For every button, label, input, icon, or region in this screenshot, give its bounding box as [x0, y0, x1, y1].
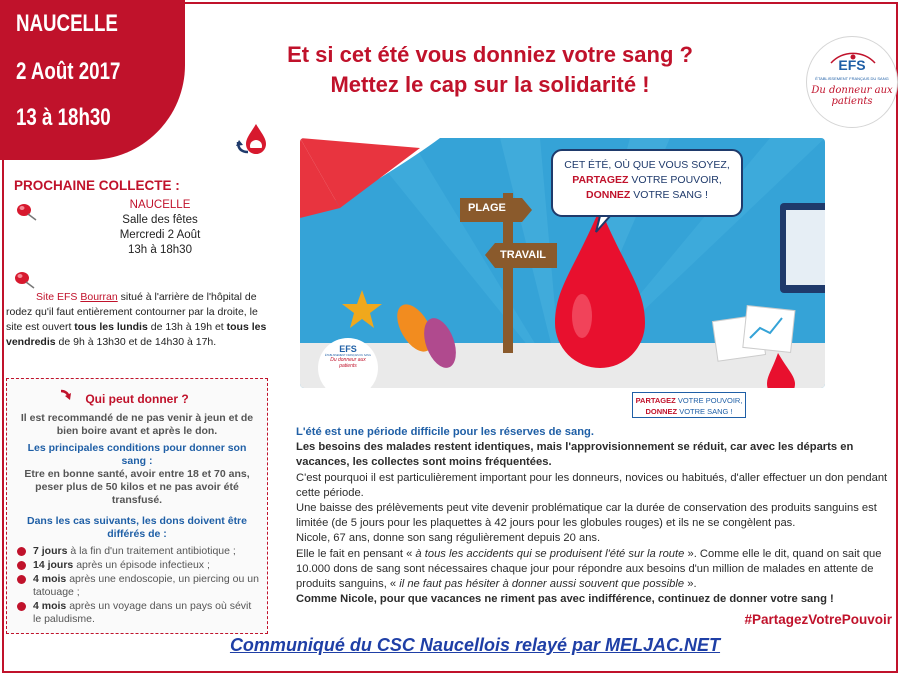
pushpin-icon — [12, 270, 36, 290]
campaign-illustration — [300, 138, 825, 388]
article-paragraph: C'est pourquoi il est particulièrement important pour les donneurs, novices ou habitués, d'aller effectuer un don pendant cette période. — [296, 471, 888, 499]
article-closing: Comme Nicole, pour que vacances ne riment pas avec indifférence, continuez de donner votre sang ! — [296, 593, 834, 606]
article-body — [296, 425, 896, 607]
donor-advice: Il est recommandé de ne pas venir à jeun et de bien boire avant et après le don. — [20, 412, 254, 437]
headline-line-1: Et si cet été vous donniez votre sang ? — [287, 42, 693, 67]
article-paragraph: Les besoins des malades restent identiques, mais l'approvisionnement se réduit, car avec les départs en vacances, les collectes sont moins fréquentées. — [296, 441, 854, 469]
list-item: 7 jours à la fin d'un traitement antibiotique ; — [15, 545, 259, 558]
collecte-place: Salle des fêtes — [122, 214, 198, 226]
article-paragraph: Une baisse des prélèvements peut vite devenir problématique car la durée de conservation des produits sanguins est limitée (de 5 jours pour les plaquettes à 42 jours pour les globules rouges) et ils ne se congèlent pas. — [296, 502, 877, 530]
scene-badge: PARTAGEZ VOTRE POUVOIR, DONNEZ VOTRE SANG ! — [632, 392, 746, 418]
collecte-details — [60, 198, 260, 258]
site-name: Site EFS — [36, 291, 78, 303]
article-paragraph: Elle le fait en pensant « à tous les accidents qui se produisent l'été sur la route ». Comme elle le dit, quand on sait que 10.000 dons de sang sont nécessaires chaque jour pour répondre aux besoins d'un million de malades en attente de produits sanguins, « il ne faut pas hésiter à donner aussi souvent que possible ». — [296, 547, 882, 591]
efs-logo-title: EFS — [838, 57, 866, 73]
list-item: 4 mois après un voyage dans un pays où sévit le paludisme. — [15, 600, 259, 626]
article-paragraph: Nicole, 67 ans, donne son sang régulièrement depuis 20 ans. — [296, 532, 601, 545]
site-text-b: de 13h à 19h et — [150, 321, 224, 333]
deferral-title: Dans les cas suivants, les dons doivent être différés de : — [26, 515, 247, 540]
site-link-bourran[interactable]: Bourran — [80, 291, 118, 303]
efs-site-info — [6, 290, 268, 350]
article-lead: L'été est une période difficile pour les réserves de sang. — [296, 426, 594, 438]
collecte-heading: PROCHAINE COLLECTE : — [14, 178, 180, 193]
starfish-icon — [342, 290, 382, 328]
pushpin-icon — [14, 202, 38, 222]
donor-box-title: Qui peut donner ? — [85, 392, 189, 406]
site-text-c: de 9h à 13h30 et de 14h30 à 17h. — [58, 336, 217, 348]
headline-line-2: Mettez le cap sur la solidarité ! — [330, 72, 650, 97]
collecte-date: Mercredi 2 Août — [119, 229, 201, 241]
efs-logo-tagline: Du donneur aux patients — [811, 85, 893, 107]
page-title — [190, 40, 790, 100]
list-item: 14 jours après un épisode infectieux ; — [15, 559, 259, 572]
efs-logo-subtitle: ÉTABLISSEMENT FRANÇAIS DU SANG — [815, 76, 889, 81]
scene-speech-bubble: CET ÉTÉ, OÙ QUE VOUS SOYEZ, PARTAGEZ VOTRE POUVOIR, DONNEZ VOTRE SANG ! — [564, 159, 730, 201]
donor-info-box — [6, 378, 268, 634]
curved-arrow-icon — [59, 387, 77, 401]
badge-hours: 13 à 18h30 — [16, 104, 111, 131]
list-item: 4 mois après une endoscopie, un piercing ou un tatouage ; — [15, 573, 259, 599]
conditions-title: Les principales conditions pour donner son sang : — [27, 442, 247, 467]
blood-drop-icon — [234, 120, 270, 162]
efs-logo — [806, 36, 898, 128]
scene-mini-efs-logo: EFS ÉTABLISSEMENT FRANÇAIS DU SANG Du donneur aux patients — [325, 344, 371, 369]
collecte-city: NAUCELLE — [129, 199, 191, 211]
badge-date: 2 Août 2017 — [16, 58, 121, 85]
site-text-a: situé à l'arrière de l'hôpital de rodez qu'il faut entièrement contourner par la droite, le site est ouvert — [6, 291, 258, 333]
site-vendredis: tous les vendredis — [6, 321, 267, 348]
site-lundis: tous les lundis — [74, 321, 148, 333]
badge-city: NAUCELLE — [16, 10, 118, 37]
conditions-text: Etre en bonne santé, avoir entre 18 et 70 ans, peser plus de 50 kilos et ne pas avoir été transfusé. — [24, 468, 250, 506]
hashtag[interactable]: #PartagezVotrePouvoir — [744, 612, 892, 627]
deferral-list — [15, 545, 259, 626]
collecte-hours: 13h à 18h30 — [128, 244, 192, 256]
scene-sign-plage: PLAGE — [468, 202, 506, 214]
scene-sign-travail: TRAVAIL — [500, 249, 547, 261]
footer-credit[interactable]: Communiqué du CSC Naucellois relayé par MELJAC.NET — [229, 635, 721, 655]
